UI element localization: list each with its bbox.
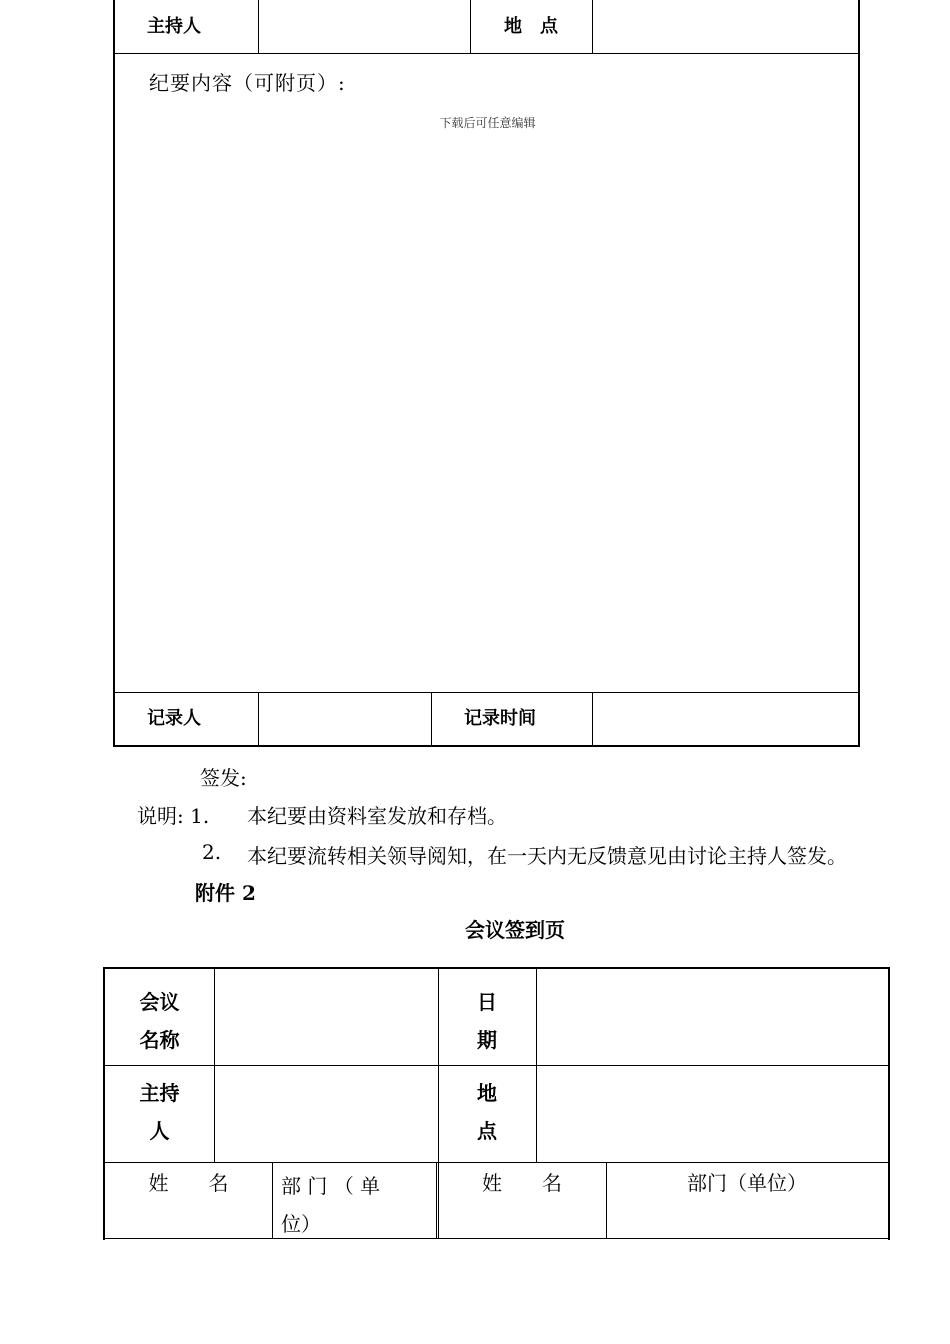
recorder-label: 记录人	[147, 708, 201, 729]
record-time-label: 记录时间	[464, 708, 536, 729]
signin-table	[103, 967, 890, 1240]
meeting-name-label: 会议 名称	[139, 990, 180, 1052]
minutes-table	[113, 0, 860, 747]
row-divider	[105, 1162, 888, 1163]
host-label-2: 主持 人	[139, 1081, 180, 1143]
col-divider	[431, 692, 432, 745]
host-value-field[interactable]	[259, 0, 469, 53]
note-1-text: 本纪要由资料室发放和存档。	[247, 804, 507, 828]
col-divider	[436, 1162, 437, 1238]
sign-label: 签发:	[200, 766, 247, 790]
col-divider	[272, 1162, 273, 1238]
meeting-name-field[interactable]	[215, 969, 437, 1064]
note-2-prefix: 2.	[202, 840, 222, 864]
row-divider	[115, 53, 860, 54]
content-label: 纪要内容（可附页）:	[149, 71, 346, 95]
note-1-prefix: 说明: 1.	[137, 804, 210, 828]
location-label: 地 点	[504, 16, 558, 37]
row-divider	[105, 1238, 888, 1239]
attachment-label: 附件 2	[195, 881, 256, 905]
signin-page-title: 会议签到页	[465, 918, 565, 942]
date-field[interactable]	[537, 969, 888, 1064]
content-area[interactable]	[115, 100, 860, 690]
host-field[interactable]	[215, 1066, 437, 1161]
date-label: 日 期	[477, 990, 497, 1052]
col-header-name-2: 姓 名	[482, 1171, 562, 1195]
host-label: 主持人	[147, 16, 201, 37]
location-field[interactable]	[537, 1066, 888, 1161]
note-2-text: 本纪要流转相关领导阅知，在一天内无反馈意见由讨论主持人签发。	[247, 844, 847, 868]
location-label-2: 地 点	[477, 1081, 497, 1143]
recorder-value-field[interactable]	[259, 693, 430, 745]
col-header-dept-2: 部门（单位）	[687, 1171, 807, 1195]
record-time-value-field[interactable]	[593, 693, 859, 745]
location-value-field[interactable]	[593, 0, 859, 53]
col-header-dept-1: 部 门 （ 单 位）	[281, 1174, 381, 1236]
col-header-name-1: 姓 名	[148, 1171, 229, 1195]
watermark-text: 下载后可任意编辑	[439, 116, 536, 130]
